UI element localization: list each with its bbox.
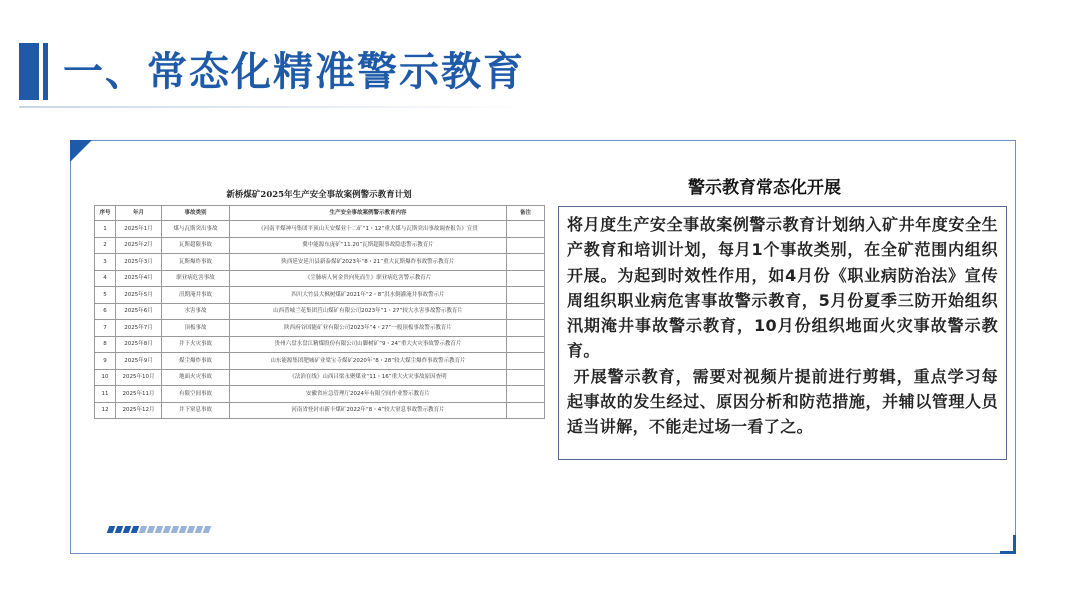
plan-table-body xyxy=(95,221,545,419)
cell-category: 顶板事故 xyxy=(162,320,230,337)
cell-content: 《河南平煤神马集团平顶山天安煤业十二矿“1・12”重大煤与瓦斯突出事故调查报告》宣贯 xyxy=(230,221,507,238)
cell-index: 7 xyxy=(95,320,116,337)
description-paragraph-2 xyxy=(567,364,998,440)
title-accent-bar-thin xyxy=(43,43,48,100)
frame-corner-top-left xyxy=(70,140,92,162)
cell-index: 3 xyxy=(95,254,116,271)
section-title: 警示教育常态化开展 xyxy=(688,178,841,198)
cell-category: 水害事故 xyxy=(162,303,230,320)
plan-title: 新桥煤矿2025年生产安全事故案例警示教育计划 xyxy=(226,190,412,200)
cell-month: 2025年7月 xyxy=(116,320,162,337)
cell-remark xyxy=(507,336,545,353)
cell-month: 2025年12月 xyxy=(116,402,162,419)
cell-content: 陕西府谷国能矿业有限公司2023年“4・27”一般顶板事故警示教育片 xyxy=(230,320,507,337)
cell-month: 2025年8月 xyxy=(116,336,162,353)
decorative-dots xyxy=(108,526,210,533)
table-row xyxy=(95,270,545,287)
cell-content: 冀中能源东庞矿“11.20”瓦斯超限事故隐患警示教育片 xyxy=(230,237,507,254)
cell-remark xyxy=(507,386,545,403)
cell-month: 2025年1月 xyxy=(116,221,162,238)
cell-category: 井下火灾事故 xyxy=(162,336,230,353)
table-row xyxy=(95,369,545,386)
cell-index: 6 xyxy=(95,303,116,320)
cell-month: 2025年2月 xyxy=(116,237,162,254)
cell-month: 2025年4月 xyxy=(116,270,162,287)
cell-content: 河南省登封市新丰煤矿2022年“8・4”较大窒息事故警示教育片 xyxy=(230,402,507,419)
cell-index: 11 xyxy=(95,386,116,403)
cell-remark xyxy=(507,221,545,238)
plan-document xyxy=(94,188,544,458)
header-content: 生产安全事故案例警示教育内容 xyxy=(230,206,507,221)
table-row xyxy=(95,386,545,403)
cell-category: 有限空间事故 xyxy=(162,386,230,403)
table-row xyxy=(95,303,545,320)
plan-table-header-row xyxy=(95,206,545,221)
cell-index: 4 xyxy=(95,270,116,287)
header-category: 事故类别 xyxy=(162,206,230,221)
table-row xyxy=(95,402,545,419)
table-row xyxy=(95,320,545,337)
table-row xyxy=(95,237,545,254)
cell-remark xyxy=(507,237,545,254)
cell-category: 地面火灾事故 xyxy=(162,369,230,386)
cell-category: 职业病危害事故 xyxy=(162,270,230,287)
cell-index: 5 xyxy=(95,287,116,304)
cell-month: 2025年11月 xyxy=(116,386,162,403)
cell-content: 陕西延安延川县新泰煤矿2023年“8・21”重大瓦斯爆炸事故警示教育片 xyxy=(230,254,507,271)
description-paragraph-2-text: 开展警示教育，需要对视频片提前进行剪辑，重点学习每起事故的发生经过、原因分析和防范措施，并辅以管理人员适当讲解，不能走过场一看了之。 xyxy=(567,366,998,437)
cell-category: 汛期淹井事故 xyxy=(162,287,230,304)
cell-content: 《法治在线》山西吕梁永聚煤业“11・16”重大火灾事故原因查明 xyxy=(230,369,507,386)
cell-remark xyxy=(507,369,545,386)
description-box xyxy=(558,206,1007,460)
cell-remark xyxy=(507,254,545,271)
table-row xyxy=(95,221,545,238)
cell-content: 山东能源集团肥城矿业梁宝寺煤矿2020年“8・28”较大煤尘爆炸事故警示教育片 xyxy=(230,353,507,370)
cell-category: 煤尘爆炸事故 xyxy=(162,353,230,370)
cell-index: 9 xyxy=(95,353,116,370)
cell-remark xyxy=(507,287,545,304)
header-index: 序号 xyxy=(95,206,116,221)
title-underline xyxy=(19,106,529,108)
cell-month: 2025年3月 xyxy=(116,254,162,271)
description-paragraph-1: 将月度生产安全事故案例警示教育计划纳入矿井年度安全生产教育和培训计划，每月1个事故类别，在全矿范围内组织开展。为起到时效性作用，如4月份《职业病防治法》宣传周组织职业病危害事故警示教育，5月份夏季三防开始组织汛期淹井事故警示教育，10月份组织地面火灾事故警示教育。 xyxy=(567,215,998,361)
cell-remark xyxy=(507,402,545,419)
cell-content: 四川大竹县大枫树煤矿2021年“2・8”洪水倒灌淹井事故警示片 xyxy=(230,287,507,304)
header-month: 年月 xyxy=(116,206,162,221)
header-remark: 备注 xyxy=(507,206,545,221)
cell-index: 8 xyxy=(95,336,116,353)
cell-content: 《尘肺病人何金贵向死而生》职业病危害警示教育片 xyxy=(230,270,507,287)
table-row xyxy=(95,336,545,353)
table-row xyxy=(95,254,545,271)
table-row xyxy=(95,353,545,370)
cell-month: 2025年10月 xyxy=(116,369,162,386)
table-row xyxy=(95,287,545,304)
cell-month: 2025年5月 xyxy=(116,287,162,304)
cell-remark xyxy=(507,320,545,337)
cell-index: 12 xyxy=(95,402,116,419)
cell-index: 2 xyxy=(95,237,116,254)
page-title: 一、常态化精准警示教育 xyxy=(63,49,525,95)
cell-content: 安徽省应急管理厅2024年有限空间作业警示教育片 xyxy=(230,386,507,403)
plan-table xyxy=(94,205,545,419)
frame-corner-bottom-right xyxy=(1000,535,1016,554)
cell-index: 10 xyxy=(95,369,116,386)
cell-category: 瓦斯超限事故 xyxy=(162,237,230,254)
cell-month: 2025年6月 xyxy=(116,303,162,320)
title-accent-bar xyxy=(19,43,39,100)
cell-remark xyxy=(507,270,545,287)
cell-category: 瓦斯爆炸事故 xyxy=(162,254,230,271)
cell-content: 贵州六盘水盘江精煤股份有限公司山脚树矿“9・24”重大火灾事故警示教育片 xyxy=(230,336,507,353)
cell-category: 煤与瓦斯突出事故 xyxy=(162,221,230,238)
cell-index: 1 xyxy=(95,221,116,238)
cell-category: 井下窒息事故 xyxy=(162,402,230,419)
cell-remark xyxy=(507,353,545,370)
cell-remark xyxy=(507,303,545,320)
cell-content: 山西普城兰花集团莒山煤矿有限公司2023年“1・27”较大水害事故警示教育片 xyxy=(230,303,507,320)
cell-month: 2025年9月 xyxy=(116,353,162,370)
